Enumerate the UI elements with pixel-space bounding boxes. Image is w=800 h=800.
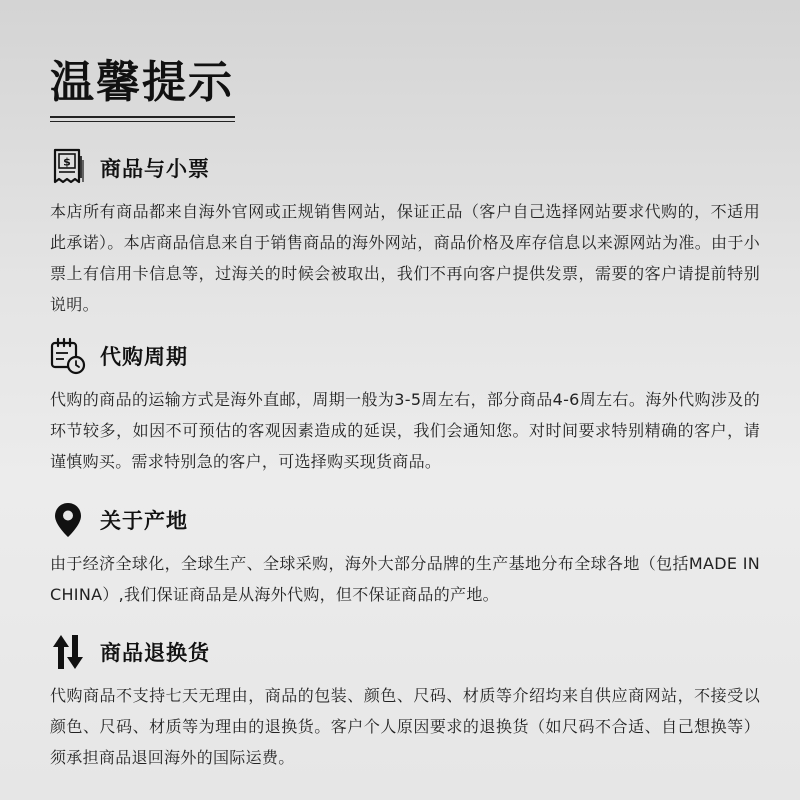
title-underline — [50, 116, 235, 118]
section-body: 代购的商品的运输方式是海外直邮，周期一般为3-5周左右，部分商品4-6周左右。海外代购涉及的环节较多，如因不可预估的客观因素造成的延误，我们会通知您。对时间要求特别精确的客户，请谨慎购买。需求特别急的客户，可选择购买现货商品。 — [50, 390, 760, 471]
section-header — [50, 148, 760, 188]
section-receipt — [50, 148, 760, 320]
section-header — [50, 336, 760, 376]
section-header — [50, 632, 760, 672]
section-title: 商品与小票 — [100, 157, 210, 181]
section-cycle — [50, 336, 760, 477]
receipt-icon — [50, 148, 86, 188]
page-header — [50, 56, 235, 122]
exchange-arrows-icon — [50, 632, 86, 672]
location-pin-icon — [50, 500, 86, 540]
section-title: 商品退换货 — [100, 641, 210, 665]
section-title: 代购周期 — [100, 345, 188, 369]
section-body: 由于经济全球化，全球生产、全球采购，海外大部分品牌的生产基地分布全球各地（包括MADE IN CHINA）,我们保证商品是从海外代购，但不保证商品的产地。 — [50, 554, 760, 604]
section-origin — [50, 500, 760, 610]
page-title: 温馨提示 — [50, 57, 234, 108]
section-body: 本店所有商品都来自海外官网或正规销售网站，保证正品（客户自己选择网站要求代购的，不适用此承诺）。本店商品信息来自于销售商品的海外网站，商品价格及库存信息以来源网站为准。由于小票上有信用卡信息等，过海关的时候会被取出，我们不再向客户提供发票，需要的客户请提前特别说明。 — [50, 202, 760, 314]
section-title: 关于产地 — [100, 509, 188, 533]
section-body: 代购商品不支持七天无理由，商品的包装、颜色、尺码、材质等介绍均来自供应商网站，不接受以颜色、尺码、材质等为理由的退换货。客户个人原因要求的退换货（如尺码不合适、自己想换等）须承担商品退回海外的国际运费。 — [50, 686, 760, 767]
section-header — [50, 500, 760, 540]
svg-text:$: $ — [63, 155, 71, 169]
title-underline-thin — [50, 121, 235, 122]
section-returns — [50, 632, 760, 773]
calendar-clock-icon — [50, 336, 86, 376]
